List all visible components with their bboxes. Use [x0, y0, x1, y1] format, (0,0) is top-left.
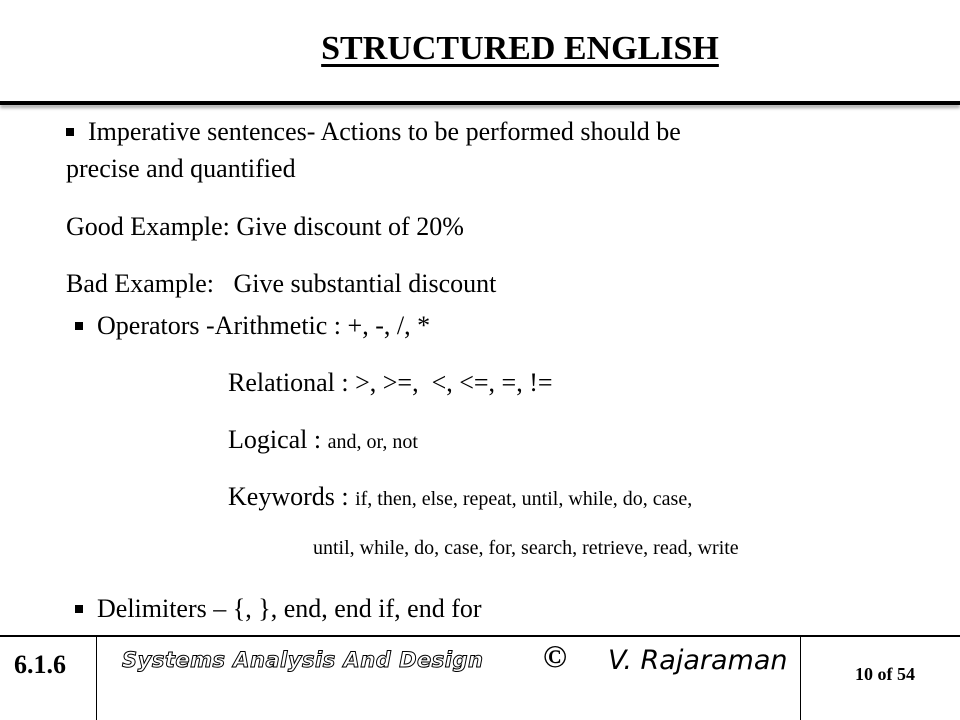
bullet-operators — [75, 310, 430, 342]
delimiters-text: Delimiters – {, }, end, end if, end for — [97, 594, 482, 623]
slide-title: STRUCTURED ENGLISH — [321, 30, 719, 67]
keywords — [228, 481, 692, 515]
bullet-square-icon — [66, 128, 74, 136]
keywords-line1: if, then, else, repeat, until, while, do, case, — [355, 488, 693, 510]
copyright-symbol: © — [543, 638, 567, 674]
bullet-square-icon — [75, 322, 83, 330]
author-name: V. Rajaraman — [608, 645, 788, 676]
imperative-line1: Imperative sentences- Actions to be performed should be — [88, 117, 681, 146]
title-divider — [0, 101, 960, 105]
bullet-imperative — [66, 116, 681, 148]
footer-separator-right — [800, 636, 801, 720]
page-number: 10 of 54 — [855, 664, 915, 684]
good-example: Good Example: Give discount of 20% — [66, 212, 464, 241]
section-number: 6.1.6 — [14, 650, 66, 679]
bad-example: Bad Example: Give substantial discount — [66, 269, 497, 298]
bullet-square-icon — [75, 605, 83, 613]
relational-operators: Relational : >, >=, <, <=, =, != — [228, 368, 553, 397]
keywords-line2: until, while, do, case, for, search, retrieve, read, write — [313, 537, 739, 559]
imperative-line2: precise and quantified — [66, 154, 296, 183]
operators-heading: Operators -Arithmetic : +, -, /, * — [97, 311, 431, 340]
footer-divider — [0, 635, 960, 637]
footer-separator-left — [96, 636, 97, 720]
logical-operators — [228, 424, 418, 458]
keywords-label: Keywords : — [228, 482, 356, 511]
logical-label: Logical : — [228, 425, 328, 454]
course-title: Systems Analysis And Design — [122, 648, 484, 672]
bullet-delimiters — [75, 593, 482, 625]
logical-values: and, or, not — [327, 431, 418, 453]
